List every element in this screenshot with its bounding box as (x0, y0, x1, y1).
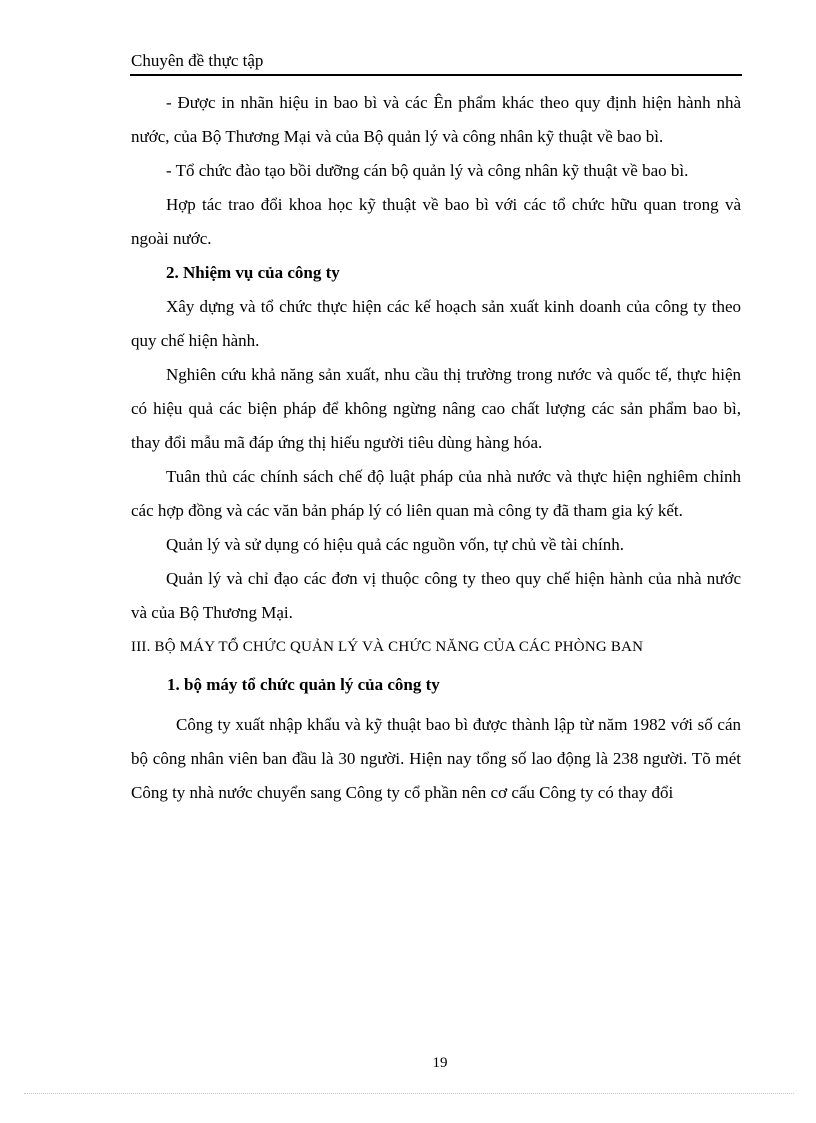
paragraph-cooperation: Hợp tác trao đổi khoa học kỹ thuật về bao bì với các tổ chức hữu quan trong và ngoài nước. (131, 195, 741, 248)
running-header: Chuyên đề thực tập (131, 51, 264, 70)
paragraph-business-plan: Xây dựng và tổ chức thực hiện các kế hoạch sản xuất kinh doanh của công ty theo quy chế hiện hành. (131, 297, 741, 350)
heading-duties: 2. Nhiệm vụ của công ty (166, 263, 340, 282)
page-break-divider (24, 1093, 794, 1094)
paragraph-capital: Quản lý và sử dụng có hiệu quả các nguồn vốn, tự chủ về tài chính. (166, 535, 624, 554)
paragraph-management: Quản lý và chỉ đạo các đơn vị thuộc công ty theo quy chế hiện hành của nhà nước và của Bộ Thương Mại. (131, 569, 741, 622)
paragraph-market-research: Nghiên cứu khả năng sản xuất, nhu cầu thị trường trong nước và quốc tế, thực hiện có hiệu quả các biện pháp để không ngừng nâng cao chất lượng các sản phẩm bao bì, thay đổi mẫu mã đáp ứng thị hiếu người tiêu dùng hàng hóa. (131, 365, 741, 452)
page-body (131, 86, 741, 810)
section-heading-organization: III. BỘ MÁY TỔ CHỨC QUẢN LÝ VÀ CHỨC NĂNG CỦA CÁC PHÒNG BAN (131, 639, 644, 655)
page-number: 19 (432, 1055, 448, 1071)
paragraph-company-history: Công ty xuất nhập khẩu và kỹ thuật bao bì được thành lập từ năm 1982 với số cán bộ công nhân viên ban đầu là 30 người. Hiện nay tổng số lao động là 238 người. Tõ mét Công ty nhà nước chuyển sang Công ty cổ phần nên cơ cấu Công ty có thay đổi (131, 715, 741, 802)
paragraph-label-printing: - Được in nhãn hiệu in bao bì và các Ên phẩm khác theo quy định hiện hành nhà nước, của Bộ Thương Mại và của Bộ quản lý và công nhân kỹ thuật về bao bì. (131, 93, 741, 146)
header-divider (130, 74, 742, 76)
paragraph-training: - Tổ chức đào tạo bồi dưỡng cán bộ quản lý và công nhân kỹ thuật về bao bì. (166, 161, 689, 180)
paragraph-compliance: Tuân thủ các chính sách chế độ luật pháp của nhà nước và thực hiện nghiêm chỉnh các hợp đồng và các văn bản pháp lý có liên quan mà công ty đã tham gia ký kết. (131, 467, 741, 520)
subheading-org-structure: 1. bộ máy tổ chức quản lý của công ty (167, 675, 440, 694)
